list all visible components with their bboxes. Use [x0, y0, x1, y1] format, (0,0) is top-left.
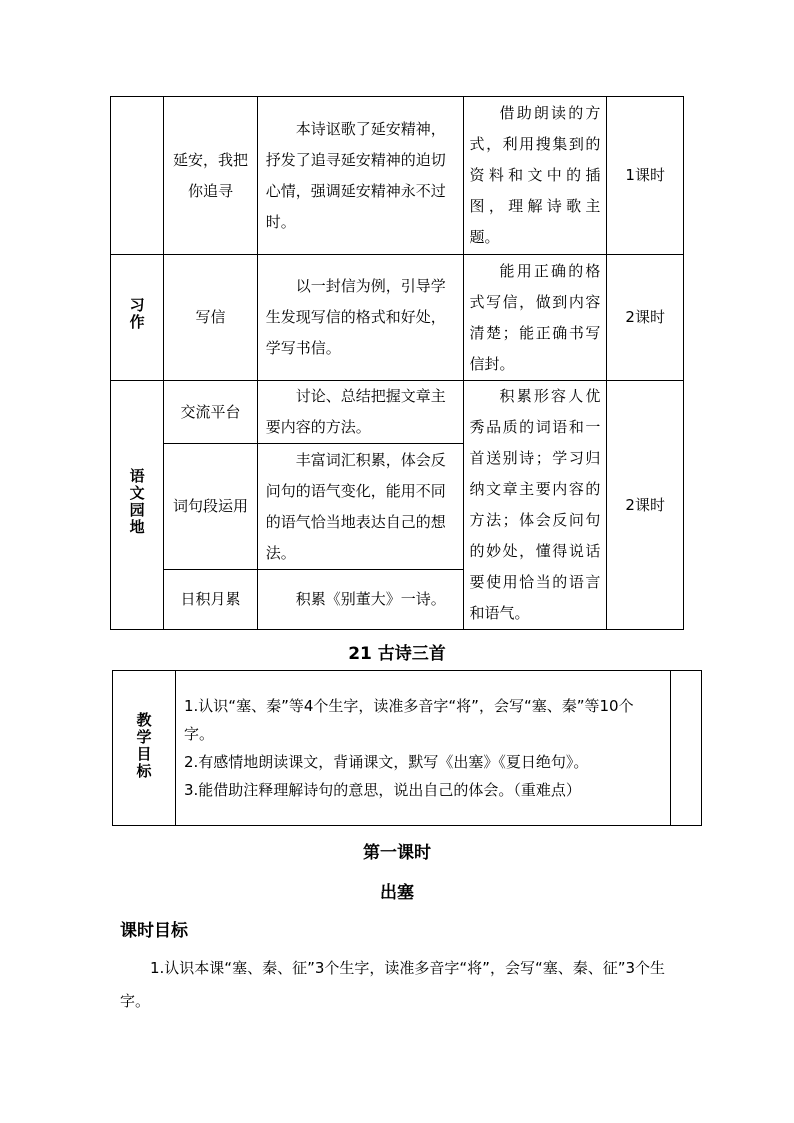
objective-item: 1.认识“塞、秦”等4个生字，读准多音字“将”，会写“塞、秦”等10个字。 — [184, 697, 634, 743]
schedule-table — [110, 96, 684, 630]
hours-cell: 2课时 — [607, 255, 684, 381]
objective-item: 2.有感情地朗读课文，背诵课文，默写《出塞》《夏日绝句》。 — [184, 753, 589, 771]
hours-cell: 1课时 — [607, 97, 684, 255]
poem-title: 出塞 — [380, 883, 414, 903]
goal-cell: 能用正确的格式写信，做到内容清楚；能正确书写信封。 — [463, 255, 607, 381]
body-paragraph: 1.认识本课“塞、秦、征”3个生字，读准多音字“将”，会写“塞、秦、征”3个生字。 — [120, 959, 666, 1010]
content-cell: 积累《别董大》一诗。 — [257, 570, 463, 630]
section-heading: 课时目标 — [120, 921, 188, 941]
objectives-label-cell: 教学目标 — [113, 671, 176, 826]
category-cell — [111, 97, 164, 255]
empty-cell — [671, 671, 702, 826]
content-cell: 丰富词汇积累，体会反问句的语气变化，能用不同的语气恰当地表达自己的想法。 — [257, 444, 463, 570]
lesson-cell: 日积月累 — [164, 570, 258, 630]
content-cell: 讨论、总结把握文章主要内容的方法。 — [257, 381, 463, 444]
table-row — [111, 97, 684, 255]
content-cell: 本诗讴歌了延安精神，抒发了追寻延安精神的迫切心情，强调延安精神永不过时。 — [257, 97, 463, 255]
content-cell: 以一封信为例，引导学生发现写信的格式和好处，学写书信。 — [257, 255, 463, 381]
table-row — [113, 671, 702, 826]
lesson-cell: 交流平台 — [164, 381, 258, 444]
lesson-cell: 延安，我把你追寻 — [164, 97, 258, 255]
goal-cell: 借助朗读的方式，利用搜集到的资料和文中的插图，理解诗歌主题。 — [463, 97, 607, 255]
lesson-title: 21 古诗三首 — [348, 644, 446, 664]
category-cell: 习作 — [111, 255, 164, 381]
objectives-list — [176, 671, 671, 826]
table-row — [111, 381, 684, 444]
goal-cell: 积累形容人优秀品质的词语和一首送别诗；学习归纳文章主要内容的方法；体会反问句的妙处，懂得说话要使用恰当的语言和语气。 — [463, 381, 607, 630]
objectives-table — [112, 670, 702, 826]
lesson-cell: 写信 — [164, 255, 258, 381]
objective-item: 3.能借助注释理解诗句的意思，说出自己的体会。（重难点） — [184, 781, 581, 799]
lesson-cell: 词句段运用 — [164, 444, 258, 570]
hours-cell: 2课时 — [607, 381, 684, 630]
category-cell: 语文园地 — [111, 381, 164, 630]
period-title: 第一课时 — [363, 843, 431, 863]
table-row — [111, 255, 684, 381]
